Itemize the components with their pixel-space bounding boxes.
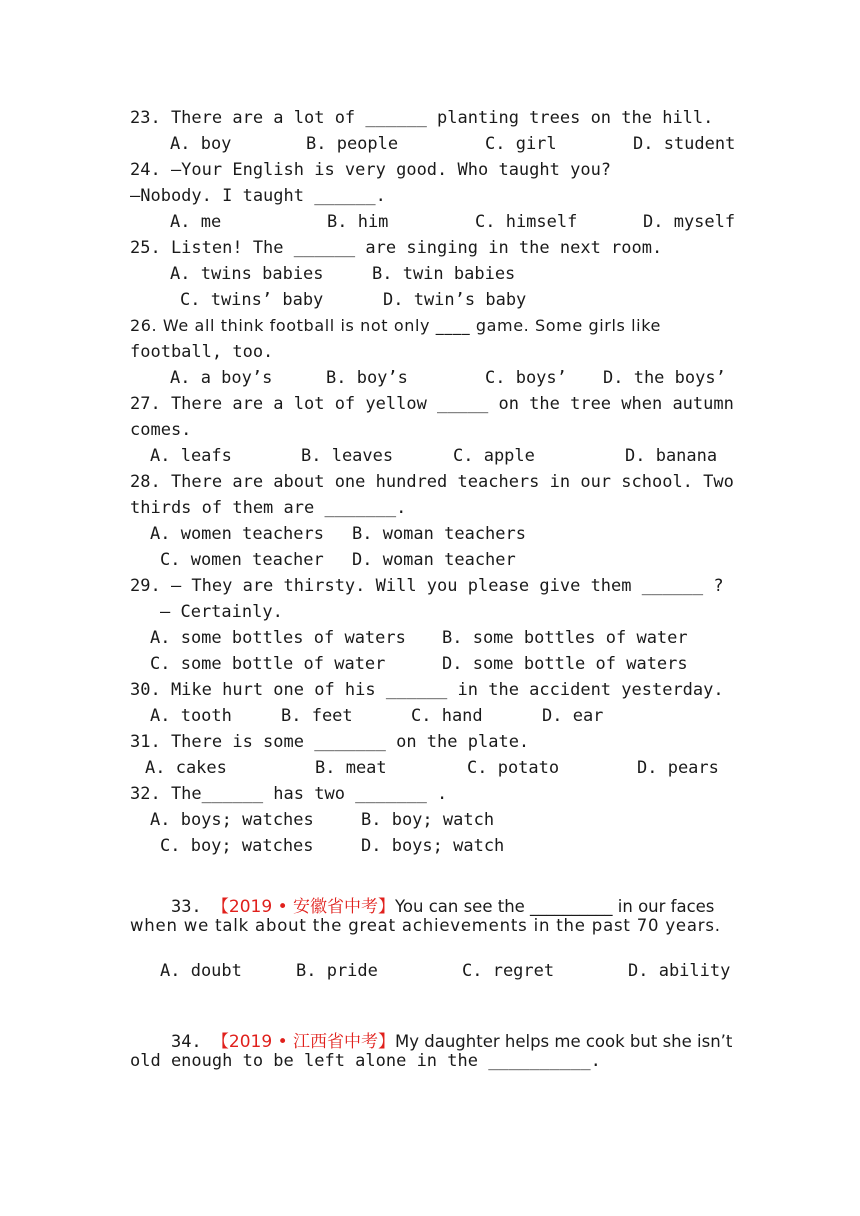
question-26-stem: 26. We all think football is not only ____ game. Some girls like	[130, 316, 661, 335]
option-a: A. doubt	[160, 961, 242, 981]
question-30-options	[0, 703, 860, 729]
question-24-stem: 24. —Your English is very good. Who taught you?	[130, 160, 612, 180]
option-d: D. banana	[625, 446, 718, 466]
question-28-options-row2	[0, 547, 860, 573]
option-b: B. meat	[315, 758, 387, 778]
option-c: C. boy; watches	[160, 836, 314, 856]
option-d: D. woman teacher	[352, 550, 516, 570]
question-32-options	[0, 807, 860, 833]
source-tag: 【2019 • 江西省中考】	[211, 1032, 396, 1052]
question-29-reply: — Certainly.	[160, 602, 283, 622]
question-27-stem: 27. There are a lot of yellow _____ on the tree when autumn	[130, 394, 734, 414]
option-a: A. a boy’s	[170, 368, 273, 388]
option-d: D. some bottle of waters	[442, 654, 688, 674]
option-b: B. pride	[296, 961, 378, 981]
question-31-options	[0, 755, 860, 781]
question-28-stem-continued: thirds of them are _______.	[130, 498, 407, 518]
question-33-stem-continued: when we talk about the great achievements in the past 70 years.	[130, 916, 721, 935]
option-c: C. girl	[485, 134, 557, 154]
question-33-text: You can see the __________ in our faces	[395, 897, 715, 916]
option-a: A. boy	[170, 134, 232, 154]
option-c: C. boys’	[485, 368, 567, 388]
question-33-options	[0, 958, 860, 984]
option-b: B. boy; watch	[361, 810, 495, 830]
option-b: B. some bottles of water	[442, 628, 688, 648]
option-b: B. leaves	[301, 446, 394, 466]
question-29-options	[0, 625, 860, 651]
question-23-stem: 23. There are a lot of ______ planting trees on the hill.	[130, 108, 714, 128]
option-d: D. myself	[643, 212, 736, 232]
option-a: A. me	[170, 212, 222, 232]
option-c: C. some bottle of water	[150, 654, 386, 674]
question-25-options	[0, 261, 860, 287]
option-c: C. women teacher	[160, 550, 324, 570]
question-31-stem: 31. There is some _______ on the plate.	[130, 732, 530, 752]
option-c: C. potato	[467, 758, 560, 778]
question-34-text: My daughter helps me cook but she isn’t	[395, 1032, 733, 1051]
question-23-options	[0, 131, 860, 157]
question-26-stem-continued: football, too.	[130, 342, 274, 362]
question-24-stem-continued: —Nobody. I taught ______.	[130, 186, 386, 206]
option-d: D. pears	[637, 758, 719, 778]
option-a: A. twins babies	[170, 264, 324, 284]
option-b: B. people	[306, 134, 399, 154]
source-tag: 【2019 • 安徽省中考】	[211, 897, 396, 917]
question-34-stem-continued: old enough to be left alone in the __________.	[130, 1051, 601, 1071]
question-24-options	[0, 209, 860, 235]
question-27-stem-continued: comes.	[130, 420, 192, 440]
question-32-stem: 32. The______ has two _______ .	[130, 784, 448, 804]
question-30-stem: 30. Mike hurt one of his ______ in the accident yesterday.	[130, 680, 724, 700]
option-b: B. woman teachers	[352, 524, 526, 544]
question-34-stem	[130, 1003, 733, 1052]
question-29-options-row2	[0, 651, 860, 677]
option-a: A. leafs	[150, 446, 232, 466]
option-b: B. feet	[281, 706, 353, 726]
option-d: D. student	[633, 134, 736, 154]
question-32-options-row2	[0, 833, 860, 859]
question-33-stem	[130, 868, 715, 917]
option-d: D. ear	[542, 706, 604, 726]
option-c: C. hand	[411, 706, 483, 726]
option-d: D. the boys’	[603, 368, 726, 388]
question-26-options	[0, 365, 860, 391]
option-c: C. regret	[462, 961, 555, 981]
option-a: A. tooth	[150, 706, 232, 726]
option-d: D. ability	[628, 961, 731, 981]
option-b: B. boy’s	[326, 368, 408, 388]
option-a: A. boys; watches	[150, 810, 314, 830]
question-34-number: 34.	[170, 1032, 212, 1052]
option-b: B. him	[327, 212, 389, 232]
option-a: A. women teachers	[150, 524, 324, 544]
option-c: C. twins’ baby	[180, 290, 324, 310]
question-33-number: 33.	[170, 897, 212, 917]
option-a: A. cakes	[145, 758, 227, 778]
question-28-stem: 28. There are about one hundred teachers in our school. Two	[130, 472, 734, 492]
question-25-options-row2	[0, 287, 860, 313]
question-29-stem: 29. — They are thirsty. Will you please give them ______ ?	[130, 576, 724, 596]
question-28-options	[0, 521, 860, 547]
option-d: D. boys; watch	[361, 836, 505, 856]
question-25-stem: 25. Listen! The ______ are singing in the next room.	[130, 238, 663, 258]
option-c: C. apple	[453, 446, 535, 466]
option-a: A. some bottles of waters	[150, 628, 406, 648]
option-d: D. twin’s baby	[383, 290, 527, 310]
option-b: B. twin babies	[372, 264, 516, 284]
question-27-options	[0, 443, 860, 469]
option-c: C. himself	[475, 212, 578, 232]
